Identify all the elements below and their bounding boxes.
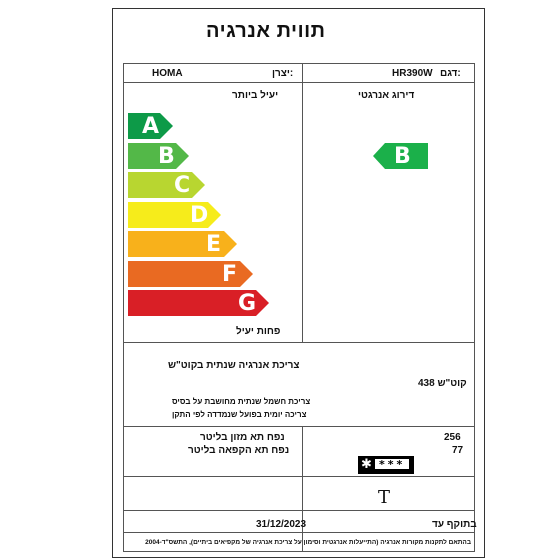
energy-class-c-tip	[192, 172, 205, 198]
divider	[124, 342, 474, 343]
model-label: דגם:	[440, 68, 461, 79]
consumption-heading: צריכת אנרגיה שנתית בקוט"ש	[168, 360, 300, 371]
freezer-volume-label: נפח תא הקפאה בליטר	[188, 445, 290, 456]
scale-top-label: יעיל ביותר	[232, 90, 279, 101]
energy-class-f-arrow	[128, 261, 253, 287]
validity-date: 31/12/2023	[256, 519, 307, 530]
energy-class-b-arrow	[128, 143, 189, 169]
energy-class-g-arrow	[128, 290, 269, 316]
divider	[124, 510, 474, 511]
energy-class-f-tip	[240, 261, 253, 287]
column-divider	[302, 64, 303, 342]
energy-class-d-tip	[208, 202, 221, 228]
snowflake-stars-icon: ✱	[361, 457, 372, 472]
divider	[124, 82, 474, 83]
freezer-volume-value: 77	[452, 445, 464, 456]
consumption-value: 438 קוט"ש	[418, 378, 467, 389]
energy-class-f-letter: F	[222, 261, 238, 287]
energy-class-g-tip	[256, 290, 269, 316]
energy-class-a-letter: A	[142, 114, 160, 139]
rating-arrow-tip	[373, 143, 385, 169]
energy-class-a-tip	[160, 113, 173, 139]
manufacturer-label: יצרן:	[272, 68, 294, 79]
label-title: תווית אנרגיה	[206, 20, 326, 42]
validity-label: בתוקף עד	[432, 519, 477, 530]
regulation-footer: בהתאם לתקנות מקורות אנרגיה (התייעלות אנרגטית וסימון על צריכת אנרגיה של מקפיאים ביתיים), התשס"ד-2004	[145, 539, 471, 546]
divider	[124, 532, 474, 533]
model-value: HR390W	[392, 68, 433, 79]
divider	[124, 426, 474, 427]
rating-badge	[373, 143, 428, 169]
rating-label: דירוג אנרגטי	[358, 90, 415, 101]
energy-class-e-tip	[224, 231, 237, 257]
scale-bottom-label: פחות יעיל	[236, 326, 281, 337]
consumption-note-2: צריכה יומית בפועל שנמדדה לפי התקן	[172, 410, 307, 419]
star-box	[375, 459, 409, 469]
consumption-note-1: צריכת חשמל שנתית מחושבת על בסיס	[172, 397, 311, 406]
fresh-volume-label: נפח תא מזון בליטר	[200, 432, 285, 443]
divider	[124, 476, 474, 477]
freezer-stars: ***	[379, 458, 406, 471]
freezer-star-rating	[358, 456, 414, 474]
energy-class-g-letter: G	[238, 291, 257, 316]
fresh-volume-value: 256	[444, 432, 461, 443]
energy-class-c-arrow	[128, 172, 205, 198]
rating-letter: B	[394, 144, 411, 169]
energy-class-e-letter: E	[206, 232, 222, 257]
energy-class-b-letter: B	[158, 143, 175, 169]
energy-class-c-letter: C	[174, 173, 191, 198]
energy-class-d-letter: D	[190, 202, 209, 228]
energy-class-d-arrow	[128, 202, 221, 228]
energy-class-a-arrow	[128, 113, 173, 139]
climate-class-value: T	[378, 487, 391, 508]
energy-class-g-bar	[128, 290, 256, 316]
energy-class-e-arrow	[128, 231, 237, 257]
manufacturer-value: HOMA	[152, 68, 183, 79]
energy-class-b-tip	[176, 143, 189, 169]
